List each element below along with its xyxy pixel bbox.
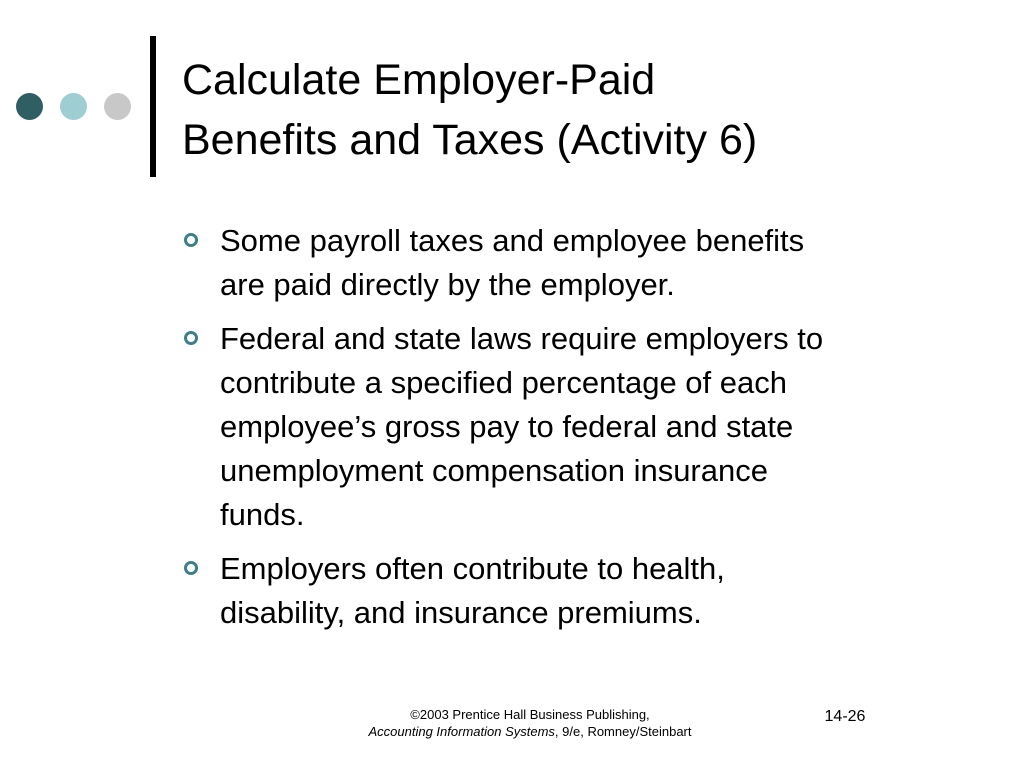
title-accent-bar	[150, 36, 156, 177]
bullet-line: Some payroll taxes and employee benefits	[220, 223, 805, 258]
bullet-text	[220, 317, 970, 537]
hollow-circle-bullet-icon	[184, 331, 198, 345]
dark-teal-dot-icon	[16, 93, 43, 120]
bullet-list	[180, 219, 970, 645]
hollow-circle-bullet-icon	[184, 561, 198, 575]
bullet-line: employee’s gross pay to federal and state	[220, 409, 794, 444]
bullet-line: Federal and state laws require employers to	[220, 321, 824, 356]
footer-citation-line	[300, 723, 760, 740]
bullet-item	[180, 219, 970, 307]
footer-edition-authors: , 9/e, Romney/Steinbart	[554, 724, 692, 739]
slide-title	[182, 50, 982, 170]
footer-copyright-line: ©2003 Prentice Hall Business Publishing,	[410, 707, 650, 722]
page-number: 14-26	[824, 708, 866, 725]
bullet-text	[220, 219, 970, 307]
slide-title-line: Calculate Employer-Paid	[182, 56, 656, 104]
bullet-line: Employers often contribute to health,	[220, 551, 725, 586]
footer-book-title: Accounting Information Systems	[368, 724, 555, 739]
bullet-line: unemployment compensation insurance	[220, 453, 768, 488]
bullet-line: disability, and insurance premiums.	[220, 595, 702, 630]
gray-dot-icon	[104, 93, 131, 120]
footer-copyright	[300, 706, 760, 740]
bullet-line: funds.	[220, 497, 305, 532]
decorative-dots	[16, 93, 134, 121]
hollow-circle-bullet-icon	[184, 233, 198, 247]
bullet-item	[180, 547, 970, 635]
light-teal-dot-icon	[60, 93, 87, 120]
bullet-line: contribute a specified percentage of each	[220, 365, 787, 400]
slide-title-line: Benefits and Taxes (Activity 6)	[182, 116, 758, 164]
bullet-text	[220, 547, 970, 635]
bullet-line: are paid directly by the employer.	[220, 267, 675, 302]
bullet-item	[180, 317, 970, 537]
